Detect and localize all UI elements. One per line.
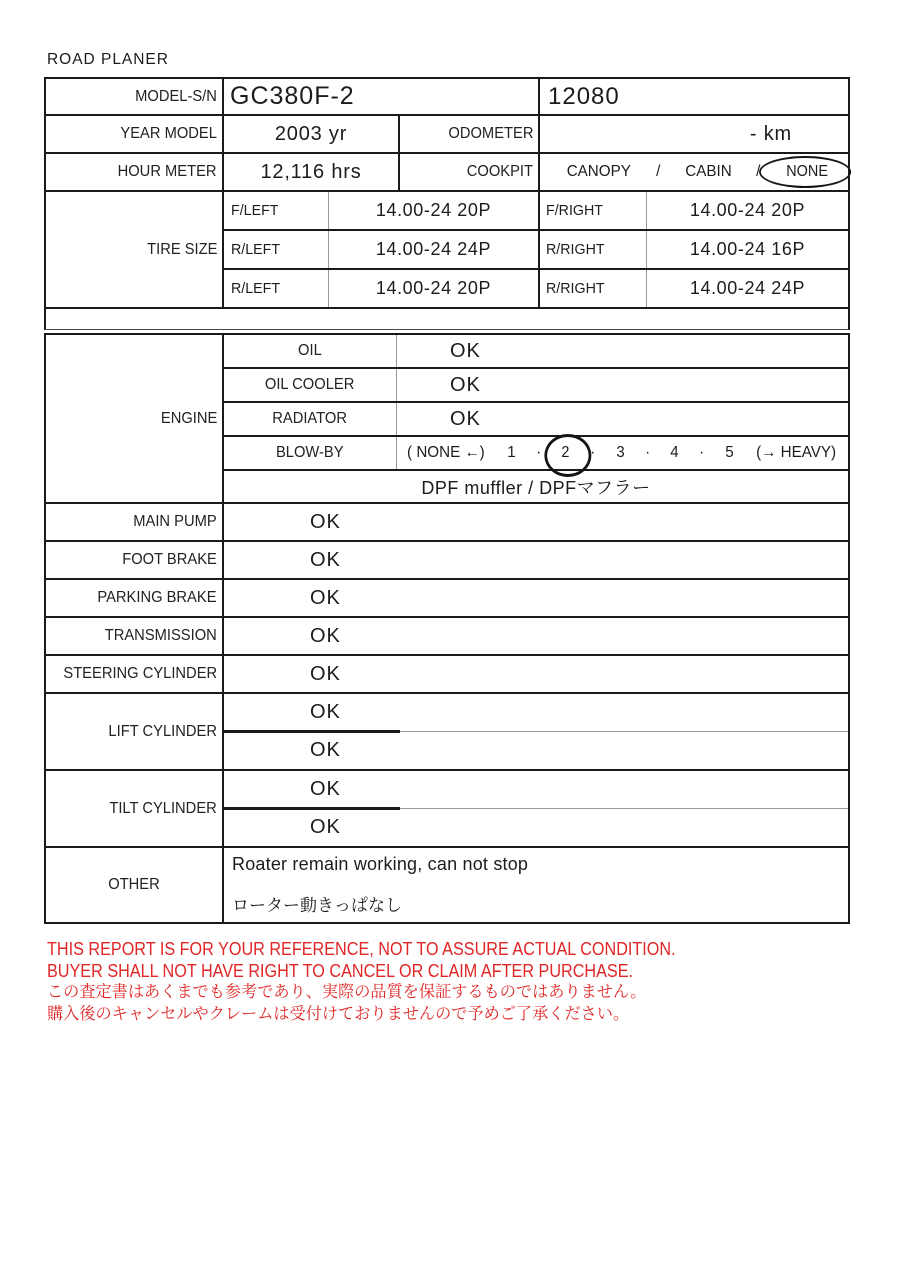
blow-by-level: 3 — [616, 444, 625, 461]
tire-size-value: 14.00-24 16P — [689, 239, 806, 259]
table-row — [46, 540, 848, 578]
blow-by-level: 4 — [670, 444, 679, 461]
cookpit-label-cell — [400, 154, 540, 190]
table-row — [46, 616, 848, 654]
tire-size-label: TIRE SIZE — [146, 240, 217, 258]
engine-label: ENGINE — [160, 409, 217, 427]
engine-item-label: RADIATOR — [272, 410, 348, 427]
engine-item-value: OK — [450, 339, 481, 362]
page-title: ROAD PLANER — [47, 51, 169, 68]
engine-item-value: OK — [450, 373, 481, 396]
check-item-label: PARKING BRAKE — [97, 589, 217, 606]
inspection-table — [44, 333, 850, 924]
cookpit-separator: / — [656, 163, 661, 180]
check-item-value: OK — [310, 548, 341, 571]
blow-by-level: 5 — [724, 444, 734, 461]
blow-by-scale-prefix: ( NONE ←) — [407, 444, 485, 461]
check-item-label: STEERING CYLINDER — [63, 665, 217, 682]
other-note-japanese: ローター動きっぱなし — [232, 896, 402, 915]
tire-size-value: 14.00-24 20P — [329, 270, 540, 307]
tire-size-value: 14.00-24 24P — [689, 278, 806, 298]
tire-position-label: R/LEFT — [231, 280, 281, 297]
blow-by-scale-suffix: (→ HEAVY) — [755, 444, 836, 461]
tire-rows — [224, 192, 848, 307]
engine-rows — [224, 335, 848, 502]
table-row — [224, 367, 848, 401]
blow-by-row — [224, 435, 848, 469]
odometer-value: - km — [749, 122, 792, 145]
hour-meter-value: 12,116 hrs — [224, 154, 400, 190]
blow-by-separator: · — [699, 444, 705, 461]
cylinder-value-top: OK — [310, 778, 341, 800]
cookpit-selected-option — [785, 163, 829, 181]
tire-size-label-cell — [46, 192, 224, 307]
divider-stroke-mark — [224, 730, 400, 733]
disclaimer-line: BUYER SHALL NOT HAVE RIGHT TO CANCEL OR CLAIM AFTER PURCHASE. — [47, 960, 634, 981]
disclaimer-line: THIS REPORT IS FOR YOUR REFERENCE, NOT TO ASSURE ACTUAL CONDITION. — [47, 939, 676, 959]
table-row — [224, 335, 848, 367]
tire-size-value: 14.00-24 24P — [329, 231, 540, 268]
blow-by-level: 2 — [561, 444, 570, 461]
table-row — [224, 229, 848, 268]
blow-by-separator: · — [536, 444, 542, 461]
other-label: OTHER — [108, 876, 160, 893]
table-row — [224, 401, 848, 435]
dpf-note: DPF muffler / DPFマフラー — [224, 469, 848, 502]
cookpit-option-cabin: CABIN — [684, 163, 732, 180]
other-notes — [224, 848, 848, 922]
table-row — [46, 654, 848, 692]
hour-meter-label: HOUR METER — [118, 163, 217, 180]
cylinder-value-bottom: OK — [224, 731, 848, 769]
table-row — [46, 578, 848, 616]
cookpit-option-canopy: CANOPY — [566, 163, 631, 180]
check-item-label: FOOT BRAKE — [122, 551, 217, 568]
tire-position-label: R/LEFT — [231, 241, 281, 258]
tire-size-value: 14.00-24 20P — [329, 192, 540, 229]
model-sn-label-cell — [46, 79, 224, 114]
tire-size-value: 14.00-24 20P — [689, 200, 806, 220]
engine-section — [46, 335, 848, 502]
cookpit-option-none: NONE — [786, 163, 828, 180]
cookpit-label: COOKPIT — [466, 163, 533, 180]
table-row — [224, 268, 848, 307]
odometer-label-cell — [400, 116, 540, 152]
check-item-label: TRANSMISSION — [104, 627, 217, 644]
cylinder-values — [224, 694, 848, 769]
year-model-value: 2003 yr — [224, 116, 400, 152]
disclaimer — [47, 939, 745, 1025]
blow-by-selected-level — [562, 444, 570, 462]
empty-spacer-row — [44, 309, 850, 330]
header-table — [44, 77, 850, 309]
lift-cylinder-row — [46, 692, 848, 769]
model-sn-label: MODEL-S/N — [135, 87, 217, 105]
cylinder-values — [224, 771, 848, 846]
check-item-label: MAIN PUMP — [133, 513, 217, 530]
divider-stroke-mark — [224, 807, 400, 810]
blow-by-separator: · — [590, 444, 596, 461]
tire-position-label: F/RIGHT — [546, 202, 603, 219]
engine-item-label: OIL — [298, 342, 322, 359]
cylinder-value-bottom: OK — [224, 808, 848, 846]
blow-by-level: 1 — [507, 444, 516, 461]
tire-position-label: F/LEFT — [231, 202, 279, 219]
check-item-value: OK — [310, 662, 341, 685]
check-item-value: OK — [310, 624, 341, 647]
blow-by-scale — [397, 437, 848, 469]
tilt-cylinder-row — [46, 769, 848, 846]
engine-label-cell — [46, 335, 224, 502]
disclaimer-line: 購入後のキャンセルやクレームは受付けておりませんので予めご了承ください。 — [47, 1004, 630, 1023]
cookpit-value — [540, 154, 848, 190]
year-model-label-cell — [46, 116, 224, 152]
table-row — [224, 192, 848, 229]
disclaimer-line: この査定書はあくまでも参考であり、実際の品質を保証するものではありません。 — [47, 983, 647, 1001]
engine-item-value: OK — [450, 407, 481, 430]
model-sn-value: GC380F-2 — [224, 79, 540, 114]
hour-cookpit-row — [46, 152, 848, 190]
tire-size-section — [46, 190, 848, 307]
tire-position-label: R/RIGHT — [546, 241, 605, 258]
blow-by-label: BLOW-BY — [276, 444, 344, 461]
odometer-label: ODOMETER — [447, 125, 533, 142]
cookpit-separator: / — [756, 163, 761, 180]
check-item-value: OK — [310, 586, 341, 609]
year-model-label: YEAR MODEL — [120, 125, 217, 142]
cylinder-value-top: OK — [310, 701, 341, 723]
serial-number-value: 12080 — [548, 82, 620, 110]
other-note-english: Roater remain working, can not stop — [232, 854, 529, 874]
table-row — [46, 502, 848, 540]
tire-position-label: R/RIGHT — [546, 280, 605, 297]
check-item-value: OK — [310, 510, 341, 533]
other-row — [46, 846, 848, 922]
cylinder-label: LIFT CYLINDER — [108, 722, 217, 740]
model-sn-row — [46, 79, 848, 114]
cylinder-label: TILT CYLINDER — [109, 799, 217, 817]
blow-by-separator: · — [644, 444, 651, 461]
engine-item-label: OIL COOLER — [265, 376, 355, 393]
hour-meter-label-cell — [46, 154, 224, 190]
year-odometer-row — [46, 114, 848, 152]
